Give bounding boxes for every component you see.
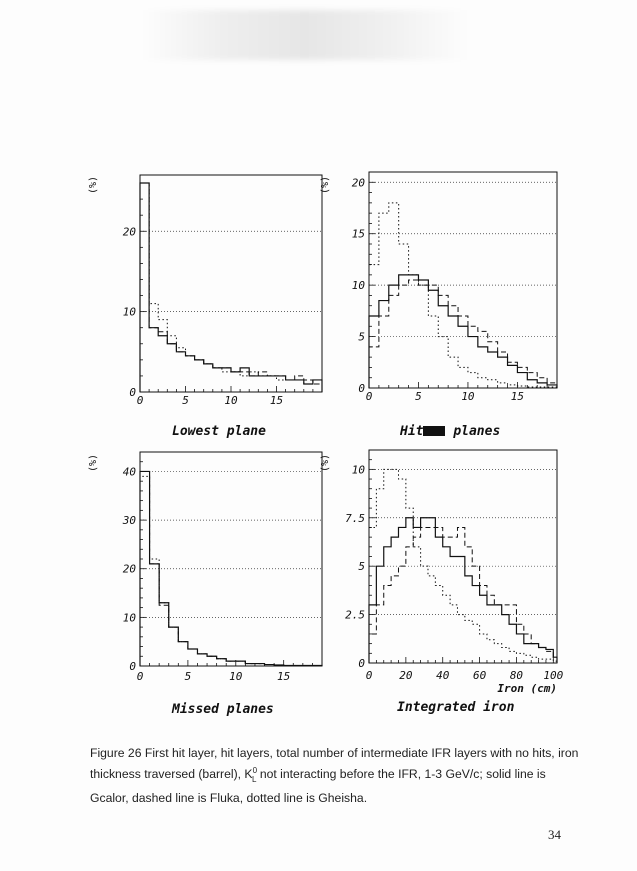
x-tick-label: 60 bbox=[472, 669, 487, 682]
panel-title-hit-planes-end: planes bbox=[453, 424, 501, 439]
histogram-series-dashed bbox=[369, 527, 557, 663]
histogram-series-solid bbox=[369, 518, 557, 663]
y-tick-label: 10 bbox=[351, 463, 365, 477]
x-tick-label: 5 bbox=[182, 394, 189, 407]
y-tick-label: 0 bbox=[129, 660, 136, 673]
x-tick-label: 40 bbox=[436, 669, 450, 682]
x-tick-label: 0 bbox=[365, 669, 373, 682]
x-tick-label: 10 bbox=[461, 390, 475, 403]
panel-title-hit-planes-start: Hit bbox=[400, 424, 424, 439]
x-tick-label: 5 bbox=[415, 390, 422, 403]
y-tick-label: 7.5 bbox=[345, 511, 365, 525]
histogram-series-dashed bbox=[140, 183, 322, 392]
y-tick-label: 20 bbox=[351, 176, 365, 190]
redaction-mark bbox=[423, 426, 445, 436]
x-tick-label: 100 bbox=[543, 669, 564, 682]
histogram-series-dashed bbox=[369, 280, 557, 388]
chart-panel-1 bbox=[320, 172, 557, 403]
figure-caption bbox=[90, 744, 580, 807]
y-axis-label: (%) bbox=[88, 175, 99, 195]
histogram-series-solid bbox=[369, 275, 557, 388]
panel-title-missed-planes: Missed planes bbox=[172, 702, 274, 717]
x-tick-label: 20 bbox=[399, 669, 413, 682]
x-tick-label: 10 bbox=[229, 670, 243, 683]
x-tick-label: 5 bbox=[184, 670, 192, 683]
x-tick-label: 0 bbox=[136, 394, 144, 407]
figure-caption-k-super: 0 bbox=[252, 766, 258, 775]
chart-panel-2 bbox=[88, 452, 322, 683]
figure-caption-k-sub: L bbox=[252, 774, 257, 784]
panel-title-hit-planes bbox=[400, 424, 500, 439]
y-axis-label: (%) bbox=[88, 453, 99, 473]
panel-title-lowest-plane: Lowest plane bbox=[172, 424, 266, 439]
histogram-series-dotted bbox=[140, 476, 322, 666]
figure-caption-label: Figure 26 bbox=[90, 746, 142, 760]
y-tick-label: 0 bbox=[129, 386, 136, 399]
y-tick-label: 30 bbox=[122, 514, 136, 528]
x-tick-label: 15 bbox=[269, 394, 284, 407]
page-number: 34 bbox=[548, 827, 561, 842]
histogram-series-dotted bbox=[140, 183, 322, 392]
x-tick-label: 0 bbox=[365, 390, 373, 403]
plot-frame bbox=[369, 172, 557, 388]
y-axis-label: (%) bbox=[320, 453, 331, 473]
x-axis-label: Iron (cm) bbox=[497, 682, 557, 695]
y-tick-label: 40 bbox=[122, 465, 136, 479]
figure-caption-part2: not interacting before the IFR, 1-3 GeV/c; solid line is Gcalor, dashed line is Fluka, dotted line is Gheisha. bbox=[90, 767, 546, 805]
x-tick-label: 10 bbox=[224, 394, 238, 407]
x-tick-label: 15 bbox=[277, 670, 291, 683]
x-tick-label: 80 bbox=[509, 669, 524, 682]
y-tick-label: 10 bbox=[122, 611, 136, 625]
plot-frame bbox=[140, 175, 322, 392]
figure-caption-part1: First hit layer, hit layers, total number of intermediate IFR layers with no hits, iron thickness traversed (barrel), K bbox=[90, 746, 579, 782]
panel-title-integrated-iron: Integrated iron bbox=[397, 700, 515, 715]
y-tick-label: 10 bbox=[351, 279, 365, 293]
y-tick-label: 15 bbox=[351, 227, 365, 241]
histogram-series-solid bbox=[140, 183, 322, 392]
y-tick-label: 5 bbox=[358, 560, 365, 574]
y-tick-label: 0 bbox=[358, 657, 365, 670]
x-tick-label: 0 bbox=[136, 670, 144, 683]
y-tick-label: 10 bbox=[122, 305, 136, 319]
y-tick-label: 5 bbox=[358, 330, 365, 344]
y-tick-label: 20 bbox=[122, 225, 136, 239]
plot-frame bbox=[140, 452, 322, 666]
x-tick-label: 15 bbox=[510, 390, 525, 403]
y-tick-label: 2.5 bbox=[345, 608, 365, 622]
y-tick-label: 0 bbox=[358, 382, 365, 395]
y-axis-label: (%) bbox=[320, 175, 331, 195]
chart-panel-3 bbox=[320, 450, 564, 695]
y-tick-label: 20 bbox=[122, 562, 136, 576]
chart-panel-0 bbox=[88, 175, 322, 407]
